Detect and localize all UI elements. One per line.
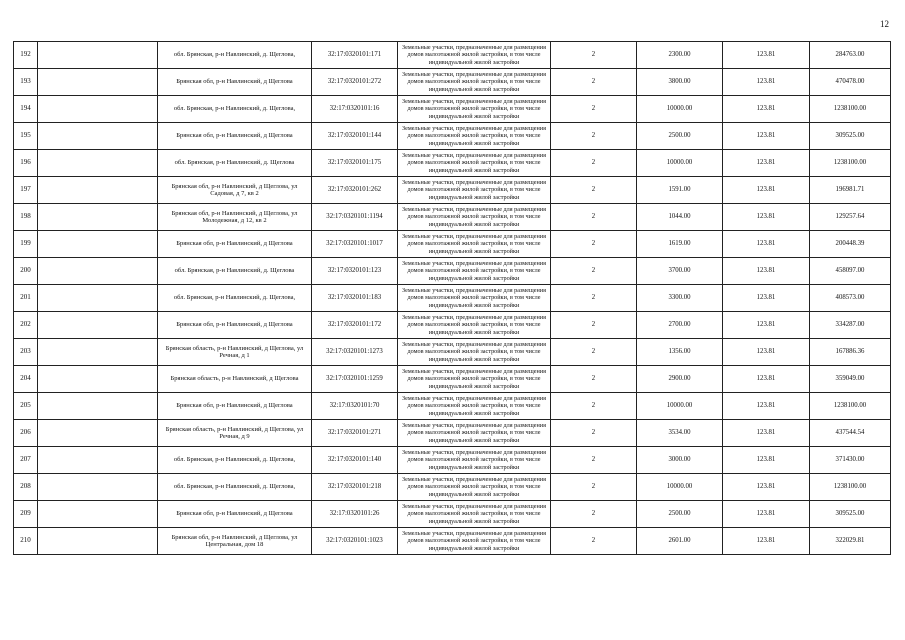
category-cell: 2 [551, 96, 637, 123]
area-cell: 2300.00 [637, 42, 723, 69]
empty-cell [38, 447, 158, 474]
cadastral-value-cell: 408573.00 [810, 285, 891, 312]
permitted-use-cell: Земельные участки, предназначенные для размещения домов малоэтажной жилой застройки, в том числе индивидуальной жилой застройки [398, 258, 551, 285]
area-cell: 3534.00 [637, 420, 723, 447]
permitted-use-cell: Земельные участки, предназначенные для размещения домов малоэтажной жилой застройки, в том числе индивидуальной жилой застройки [398, 96, 551, 123]
cadastral-number-cell: 32:17:0320101:183 [312, 285, 398, 312]
empty-cell [38, 123, 158, 150]
rate-cell: 123.81 [723, 393, 810, 420]
row-number-cell: 199 [14, 231, 38, 258]
empty-cell [38, 204, 158, 231]
category-cell: 2 [551, 123, 637, 150]
address-cell: обл. Брянская, р-н Навлинский, д. Щеглова [158, 150, 312, 177]
row-number-cell: 192 [14, 42, 38, 69]
cadastral-number-cell: 32:17:0320101:16 [312, 96, 398, 123]
address-cell: Брянская обл, р-н Навлинский, д Щеглова, ул Центральная, дом 18 [158, 528, 312, 555]
cadastral-number-cell: 32:17:0320101:144 [312, 123, 398, 150]
permitted-use-cell: Земельные участки, предназначенные для размещения домов малоэтажной жилой застройки, в том числе индивидуальной жилой застройки [398, 285, 551, 312]
category-cell: 2 [551, 474, 637, 501]
address-cell: Брянская обл, р-н Навлинский, д Щеглова [158, 69, 312, 96]
permitted-use-cell: Земельные участки, предназначенные для размещения домов малоэтажной жилой застройки, в том числе индивидуальной жилой застройки [398, 474, 551, 501]
cadastral-number-cell: 32:17:0320101:70 [312, 393, 398, 420]
rate-cell: 123.81 [723, 231, 810, 258]
row-number-cell: 210 [14, 528, 38, 555]
cadastral-number-cell: 32:17:0320101:272 [312, 69, 398, 96]
row-number-cell: 207 [14, 447, 38, 474]
category-cell: 2 [551, 393, 637, 420]
rate-cell: 123.81 [723, 312, 810, 339]
row-number-cell: 200 [14, 258, 38, 285]
rate-cell: 123.81 [723, 420, 810, 447]
category-cell: 2 [551, 420, 637, 447]
category-cell: 2 [551, 231, 637, 258]
cadastral-value-cell: 196981.71 [810, 177, 891, 204]
cadastral-value-cell: 470478.00 [810, 69, 891, 96]
category-cell: 2 [551, 528, 637, 555]
area-cell: 3300.00 [637, 285, 723, 312]
area-cell: 2900.00 [637, 366, 723, 393]
permitted-use-cell: Земельные участки, предназначенные для размещения домов малоэтажной жилой застройки, в том числе индивидуальной жилой застройки [398, 312, 551, 339]
cadastral-number-cell: 32:17:0320101:1023 [312, 528, 398, 555]
cadastral-number-cell: 32:17:0320101:172 [312, 312, 398, 339]
empty-cell [38, 420, 158, 447]
address-cell: Брянская обл, р-н Навлинский, д Щеглова [158, 312, 312, 339]
rate-cell: 123.81 [723, 501, 810, 528]
empty-cell [38, 339, 158, 366]
table-row [14, 420, 891, 447]
empty-cell [38, 150, 158, 177]
rate-cell: 123.81 [723, 123, 810, 150]
table-row [14, 447, 891, 474]
table-row [14, 528, 891, 555]
cadastral-number-cell: 32:17:0320101:1273 [312, 339, 398, 366]
empty-cell [38, 96, 158, 123]
empty-cell [38, 69, 158, 96]
permitted-use-cell: Земельные участки, предназначенные для размещения домов малоэтажной жилой застройки, в том числе индивидуальной жилой застройки [398, 123, 551, 150]
address-cell: Брянская область, р-н Навлинский, д Щеглова, ул Речная, д 1 [158, 339, 312, 366]
row-number-cell: 208 [14, 474, 38, 501]
area-cell: 2500.00 [637, 501, 723, 528]
cadastral-value-cell: 458097.00 [810, 258, 891, 285]
area-cell: 2601.00 [637, 528, 723, 555]
rate-cell: 123.81 [723, 42, 810, 69]
empty-cell [38, 528, 158, 555]
cadastral-number-cell: 32:17:0320101:140 [312, 447, 398, 474]
permitted-use-cell: Земельные участки, предназначенные для размещения домов малоэтажной жилой застройки, в том числе индивидуальной жилой застройки [398, 231, 551, 258]
cadastral-value-cell: 129257.64 [810, 204, 891, 231]
cadastral-value-cell: 1238100.00 [810, 150, 891, 177]
category-cell: 2 [551, 150, 637, 177]
category-cell: 2 [551, 366, 637, 393]
rate-cell: 123.81 [723, 258, 810, 285]
cadastral-value-cell: 309525.00 [810, 501, 891, 528]
row-number-cell: 202 [14, 312, 38, 339]
address-cell: Брянская обл, р-н Навлинский, д Щеглова [158, 123, 312, 150]
permitted-use-cell: Земельные участки, предназначенные для размещения домов малоэтажной жилой застройки, в том числе индивидуальной жилой застройки [398, 150, 551, 177]
row-number-cell: 206 [14, 420, 38, 447]
area-cell: 3800.00 [637, 69, 723, 96]
table-row [14, 258, 891, 285]
cadastral-number-cell: 32:17:0320101:26 [312, 501, 398, 528]
permitted-use-cell: Земельные участки, предназначенные для размещения домов малоэтажной жилой застройки, в том числе индивидуальной жилой застройки [398, 177, 551, 204]
permitted-use-cell: Земельные участки, предназначенные для размещения домов малоэтажной жилой застройки, в том числе индивидуальной жилой застройки [398, 366, 551, 393]
category-cell: 2 [551, 42, 637, 69]
cadastral-value-cell: 309525.00 [810, 123, 891, 150]
rate-cell: 123.81 [723, 285, 810, 312]
empty-cell [38, 231, 158, 258]
cadastral-value-cell: 359049.00 [810, 366, 891, 393]
table-row [14, 96, 891, 123]
category-cell: 2 [551, 258, 637, 285]
category-cell: 2 [551, 204, 637, 231]
rate-cell: 123.81 [723, 150, 810, 177]
category-cell: 2 [551, 339, 637, 366]
area-cell: 1044.00 [637, 204, 723, 231]
address-cell: обл. Брянская, р-н Навлинский, д. Щеглова [158, 258, 312, 285]
permitted-use-cell: Земельные участки, предназначенные для размещения домов малоэтажной жилой застройки, в том числе индивидуальной жилой застройки [398, 528, 551, 555]
empty-cell [38, 474, 158, 501]
permitted-use-cell: Земельные участки, предназначенные для размещения домов малоэтажной жилой застройки, в том числе индивидуальной жилой застройки [398, 339, 551, 366]
cadastral-number-cell: 32:17:0320101:1017 [312, 231, 398, 258]
page-number: 12 [880, 19, 889, 29]
table-row [14, 177, 891, 204]
cadastral-value-cell: 1238100.00 [810, 393, 891, 420]
cadastral-value-cell: 200448.39 [810, 231, 891, 258]
address-cell: обл. Брянская, р-н Навлинский, д. Щеглова, [158, 285, 312, 312]
row-number-cell: 196 [14, 150, 38, 177]
table-row [14, 339, 891, 366]
cadastral-number-cell: 32:17:0320101:218 [312, 474, 398, 501]
cadastral-number-cell: 32:17:0320101:1259 [312, 366, 398, 393]
permitted-use-cell: Земельные участки, предназначенные для размещения домов малоэтажной жилой застройки, в том числе индивидуальной жилой застройки [398, 69, 551, 96]
table-row [14, 69, 891, 96]
row-number-cell: 198 [14, 204, 38, 231]
rate-cell: 123.81 [723, 366, 810, 393]
address-cell: Брянская обл, р-н Навлинский, д Щеглова [158, 501, 312, 528]
area-cell: 10000.00 [637, 96, 723, 123]
cadastral-value-cell: 437544.54 [810, 420, 891, 447]
address-cell: обл. Брянская, р-н Навлинский, д. Щеглова, [158, 96, 312, 123]
category-cell: 2 [551, 285, 637, 312]
empty-cell [38, 366, 158, 393]
area-cell: 2500.00 [637, 123, 723, 150]
address-cell: обл. Брянская, р-н Навлинский, д. Щеглова, [158, 42, 312, 69]
area-cell: 1356.00 [637, 339, 723, 366]
empty-cell [38, 285, 158, 312]
cadastral-value-cell: 322029.81 [810, 528, 891, 555]
cadastral-number-cell: 32:17:0320101:262 [312, 177, 398, 204]
table-row [14, 285, 891, 312]
cadastral-value-cell: 1238100.00 [810, 474, 891, 501]
address-cell: Брянская область, р-н Навлинский, д Щеглова, ул Речная, д 9 [158, 420, 312, 447]
table-row [14, 42, 891, 69]
cadastral-number-cell: 32:17:0320101:175 [312, 150, 398, 177]
empty-cell [38, 501, 158, 528]
category-cell: 2 [551, 312, 637, 339]
cadastral-value-cell: 167886.36 [810, 339, 891, 366]
row-number-cell: 201 [14, 285, 38, 312]
empty-cell [38, 312, 158, 339]
row-number-cell: 203 [14, 339, 38, 366]
row-number-cell: 197 [14, 177, 38, 204]
table-row [14, 204, 891, 231]
permitted-use-cell: Земельные участки, предназначенные для размещения домов малоэтажной жилой застройки, в том числе индивидуальной жилой застройки [398, 393, 551, 420]
area-cell: 3000.00 [637, 447, 723, 474]
rate-cell: 123.81 [723, 204, 810, 231]
address-cell: обл. Брянская, р-н Навлинский, д. Щеглова, [158, 474, 312, 501]
table-row [14, 501, 891, 528]
row-number-cell: 209 [14, 501, 38, 528]
rate-cell: 123.81 [723, 96, 810, 123]
row-number-cell: 193 [14, 69, 38, 96]
rate-cell: 123.81 [723, 447, 810, 474]
area-cell: 1619.00 [637, 231, 723, 258]
empty-cell [38, 258, 158, 285]
address-cell: Брянская обл, р-н Навлинский, д Щеглова, ул Садовая, д 7, кв 2 [158, 177, 312, 204]
permitted-use-cell: Земельные участки, предназначенные для размещения домов малоэтажной жилой застройки, в том числе индивидуальной жилой застройки [398, 42, 551, 69]
permitted-use-cell: Земельные участки, предназначенные для размещения домов малоэтажной жилой застройки, в том числе индивидуальной жилой застройки [398, 420, 551, 447]
table-row [14, 123, 891, 150]
address-cell: Брянская обл, р-н Навлинский, д Щеглова [158, 393, 312, 420]
table-row [14, 150, 891, 177]
cadastral-value-cell: 334287.00 [810, 312, 891, 339]
row-number-cell: 194 [14, 96, 38, 123]
table-row [14, 393, 891, 420]
table-row [14, 231, 891, 258]
rate-cell: 123.81 [723, 339, 810, 366]
address-cell: обл. Брянская, р-н Навлинский, д. Щеглова, [158, 447, 312, 474]
permitted-use-cell: Земельные участки, предназначенные для размещения домов малоэтажной жилой застройки, в том числе индивидуальной жилой застройки [398, 447, 551, 474]
land-registry-table [13, 41, 891, 555]
area-cell: 2700.00 [637, 312, 723, 339]
area-cell: 10000.00 [637, 474, 723, 501]
category-cell: 2 [551, 447, 637, 474]
category-cell: 2 [551, 177, 637, 204]
address-cell: Брянская обл, р-н Навлинский, д Щеглова, ул Молодежная, д 12, кв 2 [158, 204, 312, 231]
category-cell: 2 [551, 69, 637, 96]
cadastral-number-cell: 32:17:0320101:123 [312, 258, 398, 285]
table-body [14, 42, 891, 555]
rate-cell: 123.81 [723, 528, 810, 555]
rate-cell: 123.81 [723, 69, 810, 96]
row-number-cell: 195 [14, 123, 38, 150]
permitted-use-cell: Земельные участки, предназначенные для размещения домов малоэтажной жилой застройки, в том числе индивидуальной жилой застройки [398, 204, 551, 231]
rate-cell: 123.81 [723, 177, 810, 204]
empty-cell [38, 177, 158, 204]
empty-cell [38, 393, 158, 420]
table-row [14, 474, 891, 501]
empty-cell [38, 42, 158, 69]
table-row [14, 312, 891, 339]
cadastral-number-cell: 32:17:0320101:271 [312, 420, 398, 447]
area-cell: 1591.00 [637, 177, 723, 204]
row-number-cell: 204 [14, 366, 38, 393]
address-cell: Брянская обл, р-н Навлинский, д Щеглова [158, 231, 312, 258]
cadastral-number-cell: 32:17:0320101:171 [312, 42, 398, 69]
cadastral-number-cell: 32:17:0320101:1194 [312, 204, 398, 231]
category-cell: 2 [551, 501, 637, 528]
cadastral-value-cell: 371430.00 [810, 447, 891, 474]
cadastral-value-cell: 284763.00 [810, 42, 891, 69]
area-cell: 3700.00 [637, 258, 723, 285]
permitted-use-cell: Земельные участки, предназначенные для размещения домов малоэтажной жилой застройки, в том числе индивидуальной жилой застройки [398, 501, 551, 528]
area-cell: 10000.00 [637, 150, 723, 177]
address-cell: Брянская область, р-н Навлинский, д Щеглова [158, 366, 312, 393]
area-cell: 10000.00 [637, 393, 723, 420]
rate-cell: 123.81 [723, 474, 810, 501]
table-row [14, 366, 891, 393]
row-number-cell: 205 [14, 393, 38, 420]
cadastral-value-cell: 1238100.00 [810, 96, 891, 123]
